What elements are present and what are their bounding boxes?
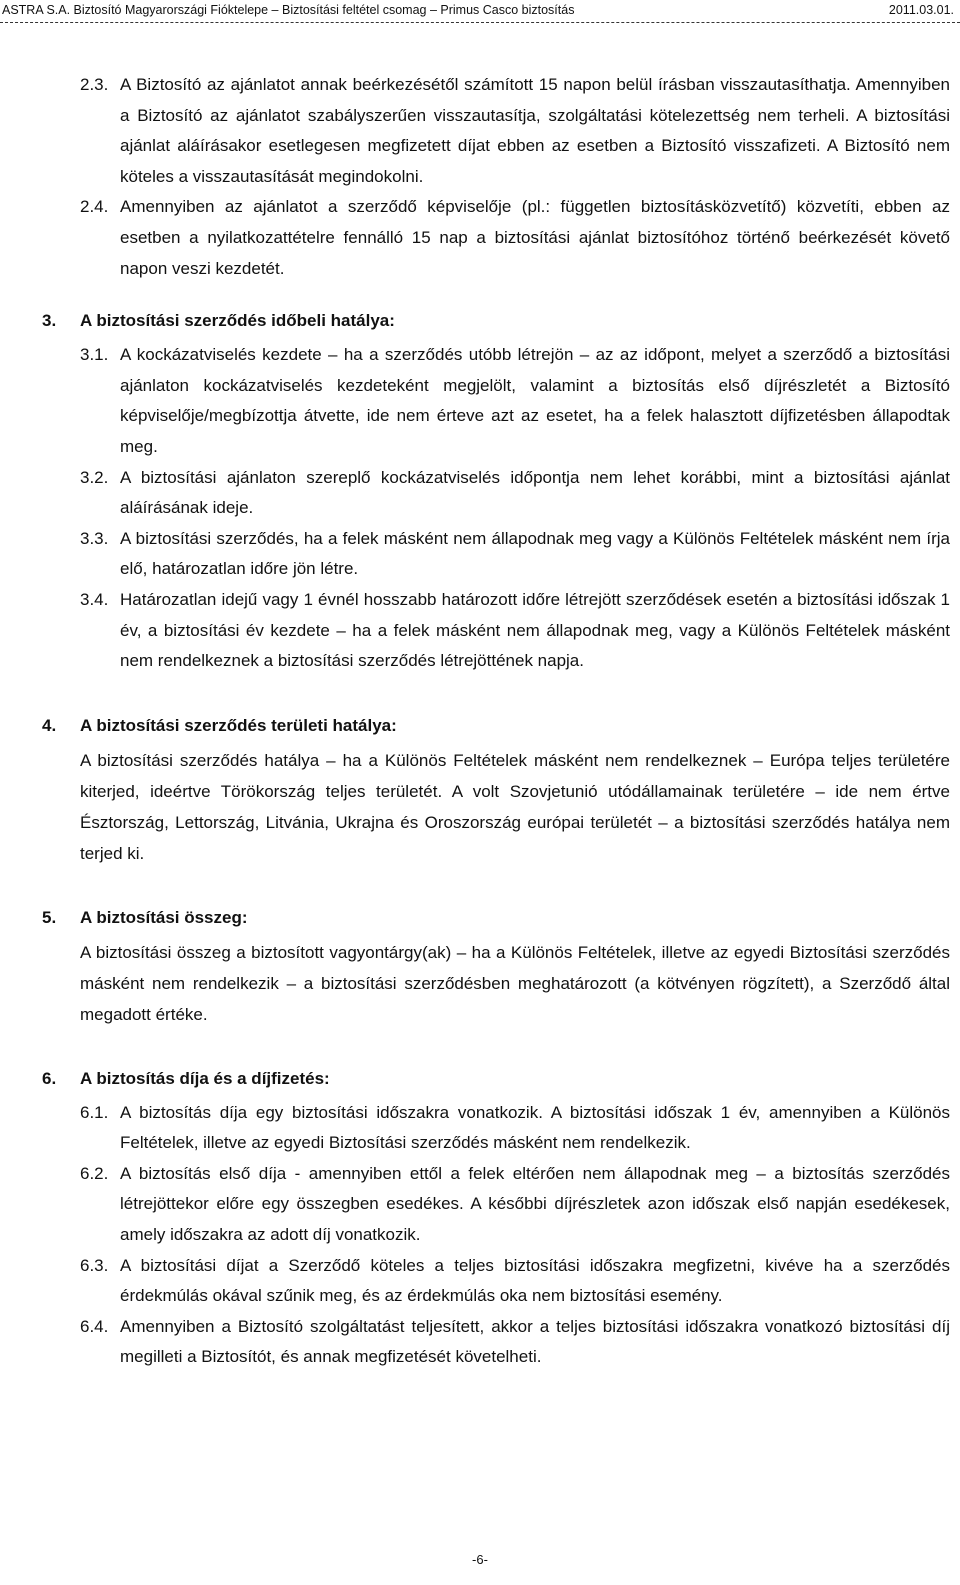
clause-3-4 bbox=[0, 585, 960, 677]
section-3-heading bbox=[0, 306, 960, 336]
clause-text: Határozatlan idejű vagy 1 évnél hosszabb határozott időre létrejött szerződések esetén a biztosítási időszak 1 év, a biztosítási év kezdete – ha a felek másként nem állapodnak meg, vagy a Különös Feltételek másként nem rendelkeznek a biztosítási szerződés létrejöttének napja. bbox=[120, 589, 950, 671]
section-title: A biztosítási szerződés területi hatálya: bbox=[80, 715, 397, 735]
clause-number: 6.2. bbox=[80, 1163, 109, 1183]
clause-number: 3.1. bbox=[80, 345, 109, 365]
clause-number: 3.2. bbox=[80, 467, 109, 487]
section-5-heading bbox=[0, 903, 960, 933]
section-title: A biztosítás díja és a díjfizetés: bbox=[80, 1068, 330, 1088]
header-divider bbox=[0, 22, 960, 23]
page-number: -6- bbox=[472, 1552, 488, 1567]
clause-text: A biztosítási szerződés, ha a felek másként nem állapodnak meg vagy a Különös Feltételek másként nem írja elő, határozatlan időre jön létre. bbox=[120, 528, 950, 579]
clause-3-3 bbox=[0, 524, 960, 585]
clause-6-3 bbox=[0, 1251, 960, 1312]
clause-number: 2.3. bbox=[80, 75, 109, 94]
clause-text: A kockázatviselés kezdete – ha a szerződés utóbb létrejön – az az időpont, melyet a szerződő a biztosítási ajánlaton kockázatviselés kezdeteként megjelölt, valamint a biztosítás első díjrészletét a Biztosító képviselője/megbízottja átvette, ide nem érteve azt az esetet, ha a felek halasztott díjfizetésben állapodtak meg. bbox=[120, 345, 950, 456]
section-number: 3. bbox=[42, 311, 57, 331]
section-title: A biztosítási szerződés időbeli hatálya: bbox=[80, 311, 395, 331]
header-date: 2011.03.01. bbox=[888, 3, 954, 17]
document-body bbox=[0, 70, 960, 1373]
clause-number: 6.4. bbox=[80, 1316, 109, 1336]
page-header bbox=[0, 0, 960, 20]
clause-3-1 bbox=[0, 340, 960, 462]
clause-number: 6.1. bbox=[80, 1102, 109, 1122]
header-title: ASTRA S.A. Biztosító Magyarországi Fióktelepe – Biztosítási feltétel csomag – Primus Casco biztosítás bbox=[2, 3, 575, 17]
clause-number: 6.3. bbox=[80, 1255, 109, 1275]
clause-text: A biztosítás díja egy biztosítási időszakra vonatkozik. A biztosítási időszak 1 év, amennyiben a Különös Feltételek, illetve az egyedi Biztosítási szerződés másként nem rendelkezik. bbox=[120, 1102, 950, 1153]
clause-text: A Biztosító az ajánlatot annak beérkezésétől számított 15 napon belül írásban visszautasíthatja. Amennyiben a Biztosító az ajánlatot szabályszerűen visszautasítja, szolgáltatási kötelezettség nem terheli. A biztosítási ajánlat aláírásakor esetlegesen megfizetett díjat ebben az esetben a Biztosító visszafizeti. A Biztosító nem köteles a visszautasítását megindokolni. bbox=[120, 75, 950, 186]
section-title: A biztosítási összeg: bbox=[80, 907, 248, 927]
clause-6-4 bbox=[0, 1312, 960, 1373]
clause-3-2 bbox=[0, 463, 960, 524]
clause-6-1 bbox=[0, 1098, 960, 1159]
section-number: 4. bbox=[42, 715, 57, 735]
section-4-heading bbox=[0, 711, 960, 741]
section-4-text: A biztosítási szerződés hatálya – ha a Különös Feltételek másként nem rendelkeznek – Európa teljes területére kiterjed, ideértve Törökország teljes területét. A volt Szovjetunió utódállamainak területére – ide nem értve Észtország, Lettország, Litvánia, Ukrajna és Oroszország európai területét – a biztosítási szerződés hatálya nem terjed ki. bbox=[80, 750, 950, 863]
section-number: 5. bbox=[42, 907, 57, 927]
section-number: 6. bbox=[42, 1068, 57, 1088]
clause-text: Amennyiben az ajánlatot a szerződő képviselője (pl.: független biztosításközvetítő) közvetíti, ebben az esetben a nyilatkozattételre fennálló 15 nap a biztosítási ajánlat biztosítóhoz történő beérkezését követő napon veszi kezdetét. bbox=[120, 197, 950, 278]
section-6-heading bbox=[0, 1064, 960, 1094]
clause-6-2 bbox=[0, 1159, 960, 1251]
clause-text: A biztosítási ajánlaton szereplő kockázatviselés időpontja nem lehet korábbi, mint a biztosítási ajánlat aláírásának ideje. bbox=[120, 467, 950, 518]
clause-number: 2.4. bbox=[80, 197, 109, 217]
clause-text: Amennyiben a Biztosító szolgáltatást teljesített, akkor a teljes biztosítási időszakra vonatkozó biztosítási díj megilleti a Biztosítót, és annak megfizetését követelheti. bbox=[120, 1316, 950, 1367]
clause-2-4 bbox=[0, 192, 960, 284]
clause-2-3 bbox=[0, 70, 960, 192]
clause-number: 3.4. bbox=[80, 589, 109, 609]
clause-text: A biztosítás első díja - amennyiben ettől a felek eltérően nem állapodnak meg – a biztosítás szerződés létrejöttekor előre egy összegben esedékes. A későbbi díjrészletek azon időszak első napján esedékesek, amely időszakra az adott díj vonatkozik. bbox=[120, 1163, 950, 1245]
section-5-text: A biztosítási összeg a biztosított vagyontárgy(ak) – ha a Különös Feltételek, illetve az egyedi Biztosítási szerződés másként nem rendelkezik – a biztosítási szerződésben meghatározott (a kötvényen rögzített), a Szerződő által megadott értéke. bbox=[80, 942, 950, 1024]
clause-number: 3.3. bbox=[80, 528, 109, 548]
clause-text: A biztosítási díjat a Szerződő köteles a teljes biztosítási időszakra megfizetni, kivéve ha a szerződés érdekmúlás okával szűnik meg, és az érdekmúlás oka nem biztosítási esemény. bbox=[120, 1255, 950, 1306]
